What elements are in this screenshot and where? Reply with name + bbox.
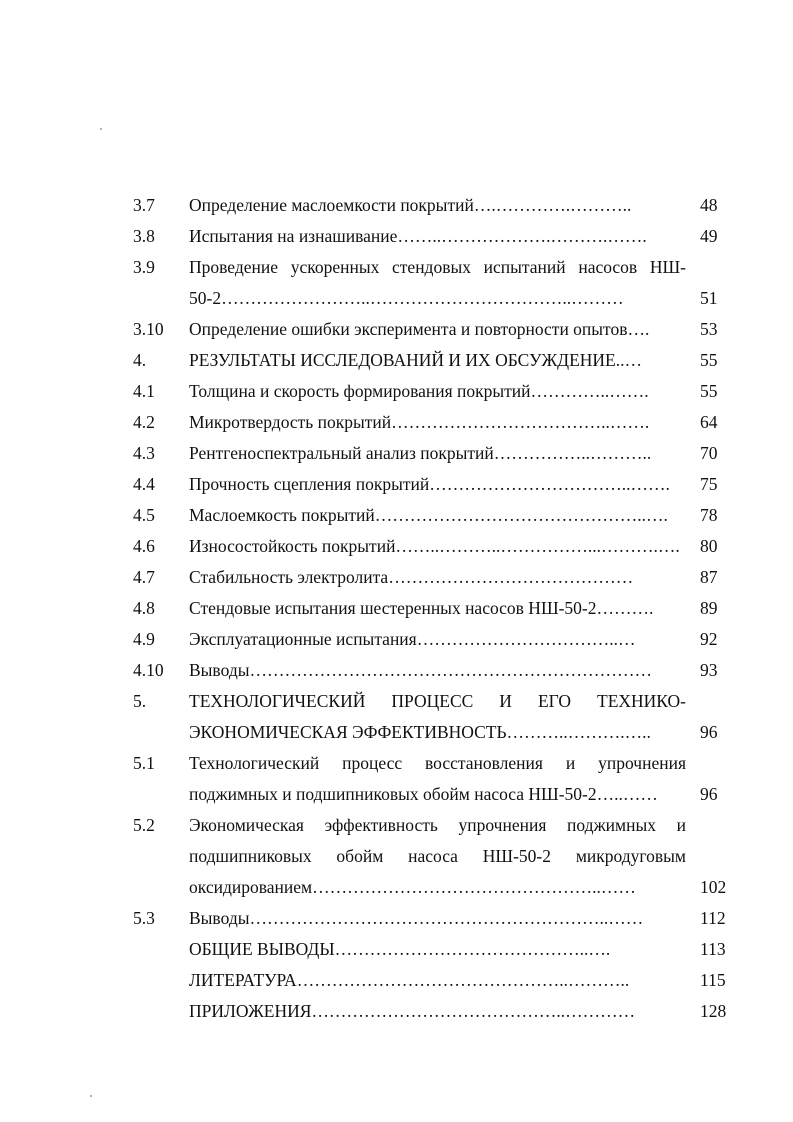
toc-entry [0, 407, 793, 438]
toc-entry [0, 903, 793, 934]
toc-entry-title-line: Определение маслоемкости покрытий….………….……….. [189, 195, 632, 215]
toc-entry-page: 51 [700, 288, 718, 308]
toc-entry-title-line: Стабильность электролита…………………………………… [189, 567, 634, 587]
toc-entry-title [189, 221, 686, 252]
toc-entry-page: 64 [700, 412, 718, 432]
toc-entry-title [189, 624, 686, 655]
toc-entry-title [189, 593, 686, 624]
toc-entry-title-line: Износостойкость покрытий……..………..……………...……….…. [189, 536, 680, 556]
toc-entry-page: 55 [700, 350, 718, 370]
toc-entry [0, 500, 793, 531]
toc-entry-number: 4.5 [133, 505, 155, 525]
toc-entry-page: 93 [700, 660, 718, 680]
toc-entry-title-line: оксидированием…………………………………………..…… [189, 877, 636, 897]
toc-entry [0, 686, 793, 748]
toc-entry-title [189, 190, 686, 221]
toc-entry-title-line: Прочность сцепления покрытий……………………………..……. [189, 474, 670, 494]
toc-entry-title [189, 531, 686, 562]
toc-entry-title-line: Стендовые испытания шестеренных насосов НШ-50-2………. [189, 598, 654, 618]
toc-entry [0, 810, 793, 903]
toc-entry-title [189, 345, 686, 376]
toc-entry-title-line: ПРИЛОЖЕНИЯ……………………………………..………… [189, 1001, 636, 1021]
toc-entry-number: 5.3 [133, 908, 155, 928]
toc-entry-page: 55 [700, 381, 718, 401]
toc-entry [0, 438, 793, 469]
toc-entry-title-line: ЛИТЕРАТУРА………………………………………..……….. [189, 970, 630, 990]
toc-entry-title-line: Эксплуатационные испытания……………………………..… [189, 629, 636, 649]
toc-entry-title-line: Маслоемкость покрытий………………………………………..…. [189, 505, 668, 525]
toc-entry-title [189, 965, 686, 996]
toc-entry-number: 4.7 [133, 567, 155, 587]
toc-entry-title-line: 50-2……………………..……………………………..……… [189, 288, 624, 308]
table-of-contents [0, 190, 793, 1027]
toc-entry-title-line: Испытания на изнашивание……..……………….……….……. [189, 226, 647, 246]
toc-entry-title-line: ЭКОНОМИЧЕСКАЯ ЭФФЕКТИВНОСТЬ………..……….….. [189, 722, 651, 742]
toc-entry-title [189, 407, 686, 438]
toc-entry-number: 5.2 [133, 815, 155, 835]
toc-entry-number: 4. [133, 350, 147, 370]
toc-entry-number: 4.3 [133, 443, 155, 463]
toc-entry-page: 78 [700, 505, 718, 525]
toc-entry-title-line: Рентгеноспектральный анализ покрытий……………..……….. [189, 443, 652, 463]
toc-entry-page: 48 [700, 195, 718, 215]
toc-entry [0, 934, 793, 965]
toc-entry-page: 128 [700, 1001, 727, 1021]
toc-entry [0, 996, 793, 1027]
toc-entry-page: 102 [700, 877, 727, 897]
toc-entry-title [189, 376, 686, 407]
toc-entry-number: 4.2 [133, 412, 155, 432]
toc-entry-number: 4.4 [133, 474, 155, 494]
toc-entry-page: 70 [700, 443, 718, 463]
toc-entry-number: 3.9 [133, 257, 155, 277]
toc-entry-title [189, 996, 686, 1027]
toc-entry [0, 593, 793, 624]
toc-entry-title [189, 252, 686, 314]
toc-entry-title [189, 686, 686, 748]
toc-entry [0, 190, 793, 221]
toc-entry [0, 252, 793, 314]
toc-entry-page: 115 [700, 970, 726, 990]
scan-speck [90, 1095, 92, 1097]
toc-entry-page: 89 [700, 598, 718, 618]
toc-entry [0, 748, 793, 810]
toc-entry [0, 314, 793, 345]
toc-entry-title [189, 314, 686, 345]
toc-entry-title-line: ТЕХНОЛОГИЧЕСКИЙ ПРОЦЕСС И ЕГО ТЕХНИКО- [189, 691, 686, 711]
toc-entry-title [189, 903, 686, 934]
toc-entry-number: 4.10 [133, 660, 164, 680]
toc-entry-page: 75 [700, 474, 718, 494]
toc-entry-page: 96 [700, 784, 718, 804]
toc-entry [0, 965, 793, 996]
toc-entry-title [189, 748, 686, 810]
toc-entry-title [189, 562, 686, 593]
toc-entry [0, 345, 793, 376]
toc-entry-title-line: Проведение ускоренных стендовых испытаний насосов НШ- [189, 257, 686, 277]
toc-entry-page: 112 [700, 908, 726, 928]
toc-entry [0, 624, 793, 655]
toc-entry-title-line: РЕЗУЛЬТАТЫ ИССЛЕДОВАНИЙ И ИХ ОБСУЖДЕНИЕ..… [189, 350, 642, 370]
toc-entry-title-line: Выводы……………………………………………………..…… [189, 908, 644, 928]
toc-entry-number: 3.10 [133, 319, 164, 339]
toc-entry-title-line: подшипниковых обойм насоса НШ-50-2 микродуговым [189, 846, 686, 866]
toc-entry-title [189, 469, 686, 500]
toc-entry-number: 3.7 [133, 195, 155, 215]
toc-entry-number: 4.6 [133, 536, 155, 556]
toc-entry [0, 469, 793, 500]
toc-entry-title [189, 438, 686, 469]
toc-entry-title [189, 934, 686, 965]
toc-entry-page: 49 [700, 226, 718, 246]
toc-entry-number: 3.8 [133, 226, 155, 246]
toc-entry-number: 4.1 [133, 381, 155, 401]
scan-speck [100, 128, 102, 130]
toc-entry-title [189, 500, 686, 531]
toc-entry-page: 53 [700, 319, 718, 339]
toc-entry-number: 4.8 [133, 598, 155, 618]
toc-entry-number: 4.9 [133, 629, 155, 649]
toc-entry-title-line: ОБЩИЕ ВЫВОДЫ……………………………………..…. [189, 939, 611, 959]
toc-entry-title [189, 810, 686, 903]
toc-entry-title-line: Определение ошибки эксперимента и повторности опытов…. [189, 319, 650, 339]
toc-entry [0, 655, 793, 686]
toc-entry-number: 5. [133, 691, 147, 711]
toc-entry-title-line: Толщина и скорость формирования покрытий…………..……. [189, 381, 649, 401]
toc-entry-page: 113 [700, 939, 726, 959]
toc-entry [0, 221, 793, 252]
toc-entry-title-line: поджимных и подшипниковых обойм насоса НШ-50-2…..…… [189, 784, 658, 804]
toc-entry-page: 96 [700, 722, 718, 742]
toc-entry-title [189, 655, 686, 686]
toc-entry-number: 5.1 [133, 753, 155, 773]
toc-entry-page: 80 [700, 536, 718, 556]
toc-entry-page: 87 [700, 567, 718, 587]
toc-entry-title-line: Микротвердость покрытий………………………………..……. [189, 412, 650, 432]
toc-entry [0, 376, 793, 407]
toc-entry-title-line: Выводы…………………………………………………………… [189, 660, 652, 680]
toc-entry [0, 562, 793, 593]
toc-entry-page: 92 [700, 629, 718, 649]
toc-entry-title-line: Технологический процесс восстановления и упрочнения [189, 753, 686, 773]
toc-entry-title-line: Экономическая эффективность упрочнения поджимных и [189, 815, 686, 835]
toc-entry [0, 531, 793, 562]
